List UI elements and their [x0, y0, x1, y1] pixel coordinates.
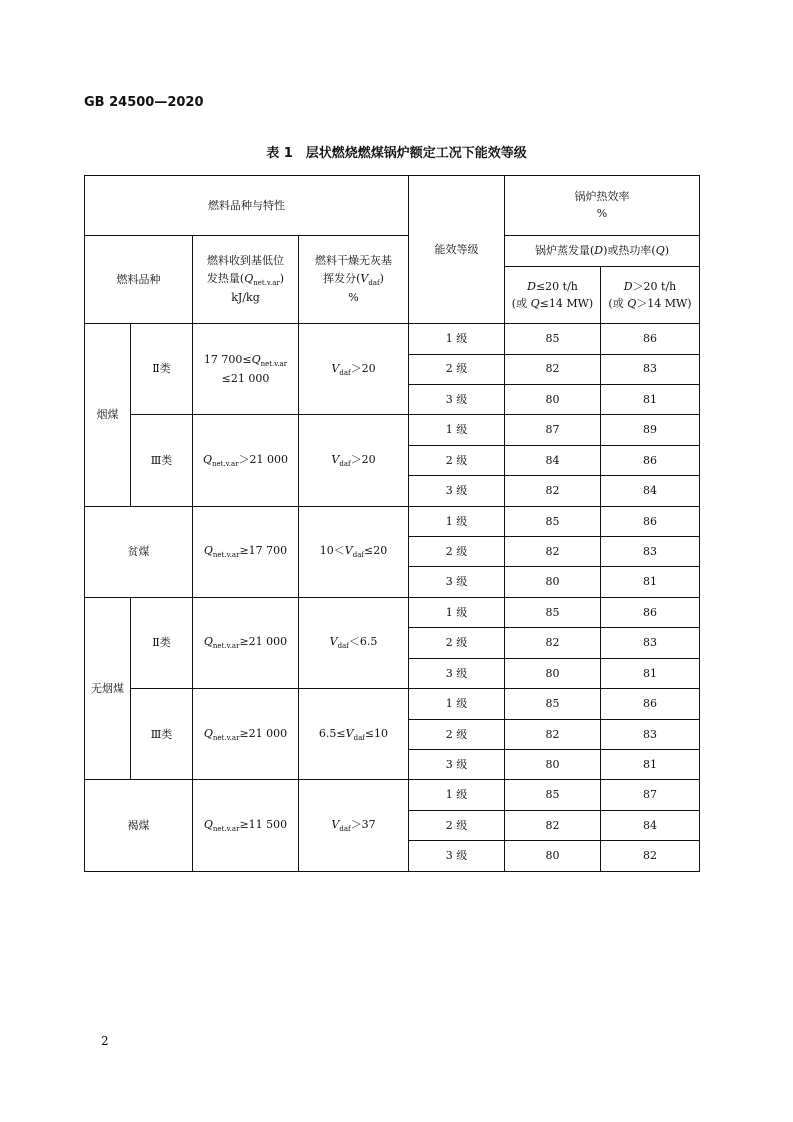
capacity-prefix: 锅炉蒸发量(: [534, 244, 595, 258]
standard-number: GB 24500—2020: [84, 95, 204, 110]
vol-symbol: V: [345, 726, 354, 740]
fuel-class-cell: Ⅱ类: [131, 324, 193, 415]
capacity-header: [505, 235, 700, 266]
efficiency-large-cell: 81: [601, 750, 700, 780]
heating-value-cell: [193, 415, 299, 506]
fuel-class-cell: Ⅲ类: [131, 689, 193, 780]
hv-suffix: ≥11 500: [239, 818, 288, 832]
vol-subscript: daf: [368, 278, 380, 287]
efficiency-small-cell: 85: [505, 597, 601, 627]
small-q: Q: [530, 297, 540, 311]
small-line2-prefix: (或: [511, 297, 531, 311]
vol-suffix: ＞37: [350, 818, 376, 832]
hv-symbol: Q: [203, 635, 213, 649]
efficiency-small-cell: 85: [505, 506, 601, 536]
vol-symbol: V: [344, 544, 353, 558]
vol-subscript: daf: [339, 368, 351, 377]
hv-subscript: net.v.ar: [212, 551, 240, 560]
grade-cell: 1 级: [409, 506, 505, 536]
vol-line2-prefix: 挥发分(: [323, 271, 361, 285]
small-line1: ≤20 t/h: [535, 279, 578, 293]
efficiency-large-cell: 86: [601, 597, 700, 627]
hv-symbol: Q: [203, 818, 213, 832]
small-line2: ≤14 MW): [539, 297, 594, 311]
efficiency-large-cell: 83: [601, 628, 700, 658]
efficiency-small-cell: 85: [505, 780, 601, 810]
hv-suffix: ≥21 000: [239, 635, 288, 649]
efficiency-large-cell: 87: [601, 780, 700, 810]
grade-cell: 2 级: [409, 719, 505, 749]
grade-cell: 1 级: [409, 780, 505, 810]
hv-subscript: net.v.ar: [253, 278, 280, 287]
efficiency-small-cell: 80: [505, 841, 601, 872]
volatile-cell: [299, 689, 409, 780]
hv-line2: ≤21 000: [221, 372, 270, 386]
capacity-middle: )或热功率(: [603, 244, 656, 258]
efficiency-small-cell: 85: [505, 324, 601, 354]
efficiency-header: [505, 176, 700, 236]
fuel-name-cell: 褐煤: [85, 780, 193, 872]
grade-cell: 1 级: [409, 689, 505, 719]
large-line1: ＞20 t/h: [632, 279, 677, 293]
hv-symbol: Q: [203, 726, 213, 740]
efficiency-small-cell: 80: [505, 384, 601, 414]
efficiency-large-cell: 81: [601, 567, 700, 597]
volatile-cell: [299, 324, 409, 415]
hv-symbol: Q: [203, 544, 213, 558]
efficiency-small-cell: 82: [505, 810, 601, 840]
capacity-q: Q: [655, 244, 665, 258]
efficiency-small-cell: 80: [505, 567, 601, 597]
efficiency-large-cell: 84: [601, 476, 700, 506]
heating-value-cell: [193, 324, 299, 415]
large-line2-prefix: (或: [608, 297, 628, 311]
heating-value-cell: [193, 597, 299, 688]
fuel-class-cell: Ⅱ类: [131, 597, 193, 688]
hv-symbol: Q: [251, 352, 261, 366]
volatile-cell: [299, 780, 409, 872]
vol-suffix: ＞20: [350, 361, 376, 375]
volatile-cell: [299, 597, 409, 688]
table-row: [85, 506, 700, 536]
vol-prefix: 10＜: [319, 544, 345, 558]
grade-cell: 2 级: [409, 537, 505, 567]
volatile-cell: [299, 506, 409, 597]
vol-subscript: daf: [352, 551, 364, 560]
grade-header: 能效等级: [409, 176, 505, 324]
fuel-name-cell: 无烟煤: [85, 597, 131, 780]
page-number: 2: [101, 1034, 109, 1048]
efficiency-small-cell: 87: [505, 415, 601, 445]
vol-suffix: ＜6.5: [348, 635, 378, 649]
vol-subscript: daf: [339, 825, 351, 834]
efficiency-large-cell: 82: [601, 841, 700, 872]
vol-suffix: ＞20: [350, 452, 376, 466]
vol-subscript: daf: [339, 460, 351, 468]
efficiency-unit: %: [596, 207, 608, 221]
vol-prefix: 6.5≤: [318, 726, 346, 740]
vol-symbol: V: [331, 818, 340, 832]
hv-symbol: Q: [244, 271, 254, 285]
efficiency-large-cell: 86: [601, 445, 700, 475]
vol-suffix: ≤20: [363, 544, 388, 558]
efficiency-large-cell: 83: [601, 537, 700, 567]
grade-cell: 3 级: [409, 384, 505, 414]
efficiency-large-cell: 84: [601, 810, 700, 840]
capacity-suffix: ): [664, 244, 670, 258]
table-row: [85, 415, 700, 445]
grade-cell: 1 级: [409, 324, 505, 354]
grade-cell: 3 级: [409, 476, 505, 506]
grade-cell: 3 级: [409, 841, 505, 872]
efficiency-small-cell: 80: [505, 658, 601, 688]
efficiency-grade-table: [84, 175, 700, 872]
vol-symbol: V: [329, 635, 338, 649]
table-row: [85, 597, 700, 627]
hv-prefix: 17 700≤: [203, 352, 252, 366]
vol-symbol: V: [331, 361, 340, 375]
fuel-name-cell: 烟煤: [85, 324, 131, 507]
efficiency-small-cell: 80: [505, 750, 601, 780]
large-line2: ＞14 MW): [636, 297, 692, 311]
efficiency-small-cell: 82: [505, 719, 601, 749]
efficiency-large-cell: 81: [601, 384, 700, 414]
vol-subscript: daf: [353, 733, 365, 742]
efficiency-large-cell: 89: [601, 415, 700, 445]
vol-symbol: V: [360, 271, 369, 285]
heating-value-cell: [193, 780, 299, 872]
table-row: [85, 689, 700, 719]
hv-subscript: net.v.ar: [260, 359, 288, 368]
efficiency-large-cell: 86: [601, 324, 700, 354]
large-q: Q: [627, 297, 637, 311]
grade-cell: 3 级: [409, 750, 505, 780]
hv-subscript: net.v.ar: [212, 733, 240, 742]
fuel-group-header: 燃料品种与特性: [85, 176, 409, 236]
small-d: D: [527, 279, 536, 293]
efficiency-small-cell: 82: [505, 354, 601, 384]
capacity-d: D: [594, 244, 604, 258]
vol-unit: %: [348, 291, 359, 305]
grade-cell: 3 级: [409, 567, 505, 597]
vol-symbol: V: [331, 452, 340, 466]
efficiency-small-cell: 82: [505, 476, 601, 506]
efficiency-small-cell: 85: [505, 689, 601, 719]
grade-cell: 1 级: [409, 597, 505, 627]
table-title: 表 1 层状燃烧燃煤锅炉额定工况下能效等级: [266, 146, 527, 161]
grade-cell: 2 级: [409, 354, 505, 384]
hv-suffix: ＞21 000: [238, 452, 289, 466]
volatile-header: [299, 235, 409, 323]
large-capacity-header: [601, 267, 700, 324]
vol-subscript: daf: [337, 642, 349, 651]
grade-cell: 1 级: [409, 415, 505, 445]
table-row: [85, 324, 700, 354]
heating-value-cell: [193, 506, 299, 597]
grade-cell: 2 级: [409, 810, 505, 840]
efficiency-small-cell: 82: [505, 537, 601, 567]
hv-symbol: Q: [202, 452, 212, 466]
grade-cell: 2 级: [409, 445, 505, 475]
hv-suffix: ≥21 000: [239, 726, 288, 740]
hv-subscript: net.v.ar: [211, 460, 239, 468]
small-capacity-header: [505, 267, 601, 324]
volatile-cell: [299, 415, 409, 506]
efficiency-large-cell: 86: [601, 506, 700, 536]
grade-cell: 2 级: [409, 628, 505, 658]
efficiency-large-cell: 86: [601, 689, 700, 719]
efficiency-large-cell: 83: [601, 719, 700, 749]
hv-subscript: net.v.ar: [212, 825, 240, 834]
heating-value-cell: [193, 689, 299, 780]
hv-line1: 燃料收到基低位: [207, 254, 284, 268]
efficiency-large-cell: 81: [601, 658, 700, 688]
fuel-name-cell: 贫煤: [85, 506, 193, 597]
fuel-class-cell: Ⅲ类: [131, 415, 193, 506]
hv-line2-suffix: ): [279, 271, 285, 285]
efficiency-small-cell: 82: [505, 628, 601, 658]
hv-unit: kJ/kg: [231, 291, 260, 305]
efficiency-label: 锅炉热效率: [574, 189, 630, 203]
large-d: D: [623, 279, 633, 293]
efficiency-small-cell: 84: [505, 445, 601, 475]
vol-suffix: ≤10: [364, 726, 389, 740]
table-row: [85, 780, 700, 810]
hv-line2-prefix: 发热量(: [206, 271, 245, 285]
vol-line2-suffix: ): [379, 271, 384, 285]
efficiency-large-cell: 83: [601, 354, 700, 384]
heating-value-header: [193, 235, 299, 323]
grade-cell: 3 级: [409, 658, 505, 688]
hv-subscript: net.v.ar: [212, 642, 240, 651]
hv-suffix: ≥17 700: [239, 544, 288, 558]
fuel-type-header: 燃料品种: [85, 235, 193, 323]
vol-line1: 燃料干燥无灰基: [315, 254, 392, 268]
